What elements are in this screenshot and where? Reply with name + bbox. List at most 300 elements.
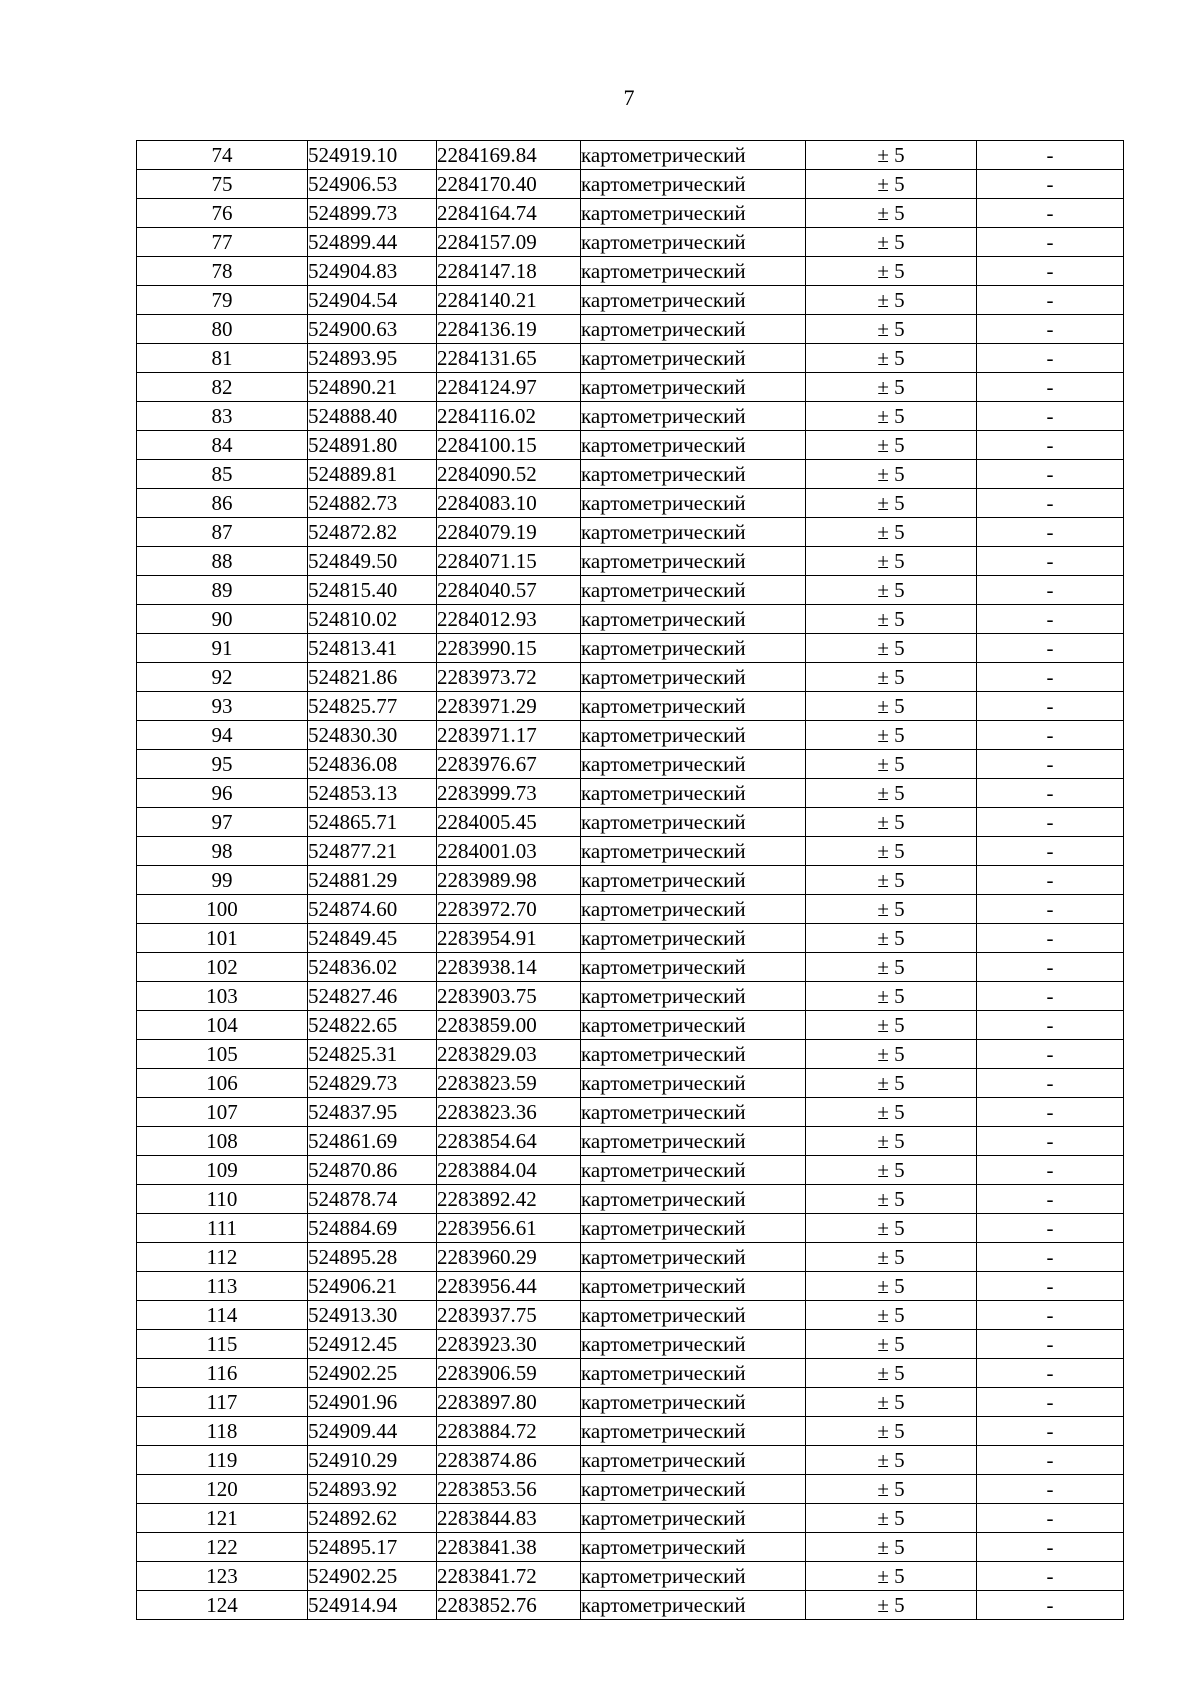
x-coordinate-cell: 524899.44 <box>308 228 437 257</box>
method-cell: картометрический <box>581 692 806 721</box>
y-coordinate-cell: 2283823.36 <box>437 1098 581 1127</box>
accuracy-cell: ± 5 <box>806 1301 977 1330</box>
table-row <box>137 170 1124 199</box>
table-row <box>137 663 1124 692</box>
table-row <box>137 1185 1124 1214</box>
y-coordinate-cell: 2283841.72 <box>437 1562 581 1591</box>
x-coordinate-cell: 524829.73 <box>308 1069 437 1098</box>
description-cell: - <box>977 489 1124 518</box>
y-coordinate-cell: 2283841.38 <box>437 1533 581 1562</box>
accuracy-cell: ± 5 <box>806 373 977 402</box>
point-number-cell: 99 <box>137 866 308 895</box>
accuracy-cell: ± 5 <box>806 1214 977 1243</box>
y-coordinate-cell: 2283960.29 <box>437 1243 581 1272</box>
point-number-cell: 79 <box>137 286 308 315</box>
table-row <box>137 1562 1124 1591</box>
table-row <box>137 895 1124 924</box>
point-number-cell: 122 <box>137 1533 308 1562</box>
y-coordinate-cell: 2284140.21 <box>437 286 581 315</box>
point-number-cell: 95 <box>137 750 308 779</box>
point-number-cell: 78 <box>137 257 308 286</box>
y-coordinate-cell: 2284012.93 <box>437 605 581 634</box>
method-cell: картометрический <box>581 286 806 315</box>
x-coordinate-cell: 524877.21 <box>308 837 437 866</box>
point-number-cell: 114 <box>137 1301 308 1330</box>
table-row <box>137 953 1124 982</box>
table-row <box>137 141 1124 170</box>
table-row <box>137 489 1124 518</box>
table-row <box>137 1127 1124 1156</box>
accuracy-cell: ± 5 <box>806 1011 977 1040</box>
description-cell: - <box>977 460 1124 489</box>
x-coordinate-cell: 524815.40 <box>308 576 437 605</box>
description-cell: - <box>977 924 1124 953</box>
method-cell: картометрический <box>581 866 806 895</box>
table-row <box>137 1272 1124 1301</box>
accuracy-cell: ± 5 <box>806 605 977 634</box>
point-number-cell: 106 <box>137 1069 308 1098</box>
point-number-cell: 77 <box>137 228 308 257</box>
y-coordinate-cell: 2284136.19 <box>437 315 581 344</box>
method-cell: картометрический <box>581 170 806 199</box>
method-cell: картометрический <box>581 605 806 634</box>
description-cell: - <box>977 895 1124 924</box>
x-coordinate-cell: 524882.73 <box>308 489 437 518</box>
method-cell: картометрический <box>581 489 806 518</box>
table-row <box>137 431 1124 460</box>
description-cell: - <box>977 1417 1124 1446</box>
description-cell: - <box>977 344 1124 373</box>
point-number-cell: 84 <box>137 431 308 460</box>
point-number-cell: 85 <box>137 460 308 489</box>
y-coordinate-cell: 2283829.03 <box>437 1040 581 1069</box>
method-cell: картометрический <box>581 663 806 692</box>
table-row <box>137 1417 1124 1446</box>
accuracy-cell: ± 5 <box>806 808 977 837</box>
table-row <box>137 228 1124 257</box>
method-cell: картометрический <box>581 1475 806 1504</box>
point-number-cell: 74 <box>137 141 308 170</box>
method-cell: картометрический <box>581 1417 806 1446</box>
method-cell: картометрический <box>581 808 806 837</box>
point-number-cell: 105 <box>137 1040 308 1069</box>
description-cell: - <box>977 721 1124 750</box>
x-coordinate-cell: 524892.62 <box>308 1504 437 1533</box>
table-row <box>137 1069 1124 1098</box>
y-coordinate-cell: 2283854.64 <box>437 1127 581 1156</box>
description-cell: - <box>977 286 1124 315</box>
y-coordinate-cell: 2284116.02 <box>437 402 581 431</box>
description-cell: - <box>977 228 1124 257</box>
table-row <box>137 634 1124 663</box>
x-coordinate-cell: 524837.95 <box>308 1098 437 1127</box>
y-coordinate-cell: 2284090.52 <box>437 460 581 489</box>
table-row <box>137 1301 1124 1330</box>
page-number: 7 <box>623 85 635 110</box>
y-coordinate-cell: 2283971.17 <box>437 721 581 750</box>
method-cell: картометрический <box>581 1156 806 1185</box>
y-coordinate-cell: 2283844.83 <box>437 1504 581 1533</box>
table-row <box>137 1504 1124 1533</box>
point-number-cell: 118 <box>137 1417 308 1446</box>
accuracy-cell: ± 5 <box>806 518 977 547</box>
table-row <box>137 1040 1124 1069</box>
accuracy-cell: ± 5 <box>806 1388 977 1417</box>
accuracy-cell: ± 5 <box>806 1243 977 1272</box>
table-row <box>137 605 1124 634</box>
method-cell: картометрический <box>581 1011 806 1040</box>
y-coordinate-cell: 2283884.72 <box>437 1417 581 1446</box>
accuracy-cell: ± 5 <box>806 141 977 170</box>
y-coordinate-cell: 2284040.57 <box>437 576 581 605</box>
x-coordinate-cell: 524893.95 <box>308 344 437 373</box>
method-cell: картометрический <box>581 460 806 489</box>
description-cell: - <box>977 866 1124 895</box>
table-row <box>137 721 1124 750</box>
description-cell: - <box>977 1591 1124 1620</box>
method-cell: картометрический <box>581 1533 806 1562</box>
accuracy-cell: ± 5 <box>806 489 977 518</box>
method-cell: картометрический <box>581 576 806 605</box>
accuracy-cell: ± 5 <box>806 286 977 315</box>
x-coordinate-cell: 524919.10 <box>308 141 437 170</box>
table-row <box>137 1475 1124 1504</box>
accuracy-cell: ± 5 <box>806 1359 977 1388</box>
table-row <box>137 982 1124 1011</box>
description-cell: - <box>977 837 1124 866</box>
x-coordinate-cell: 524849.45 <box>308 924 437 953</box>
description-cell: - <box>977 982 1124 1011</box>
accuracy-cell: ± 5 <box>806 1504 977 1533</box>
accuracy-cell: ± 5 <box>806 1475 977 1504</box>
y-coordinate-cell: 2283990.15 <box>437 634 581 663</box>
point-number-cell: 98 <box>137 837 308 866</box>
method-cell: картометрический <box>581 1243 806 1272</box>
method-cell: картометрический <box>581 431 806 460</box>
x-coordinate-cell: 524813.41 <box>308 634 437 663</box>
y-coordinate-cell: 2284100.15 <box>437 431 581 460</box>
y-coordinate-cell: 2284005.45 <box>437 808 581 837</box>
x-coordinate-cell: 524904.83 <box>308 257 437 286</box>
accuracy-cell: ± 5 <box>806 199 977 228</box>
x-coordinate-cell: 524906.21 <box>308 1272 437 1301</box>
x-coordinate-cell: 524910.29 <box>308 1446 437 1475</box>
y-coordinate-cell: 2283859.00 <box>437 1011 581 1040</box>
accuracy-cell: ± 5 <box>806 228 977 257</box>
table-row <box>137 1098 1124 1127</box>
method-cell: картометрический <box>581 634 806 663</box>
point-number-cell: 89 <box>137 576 308 605</box>
x-coordinate-cell: 524906.53 <box>308 170 437 199</box>
x-coordinate-cell: 524913.30 <box>308 1301 437 1330</box>
description-cell: - <box>977 779 1124 808</box>
point-number-cell: 111 <box>137 1214 308 1243</box>
method-cell: картометрический <box>581 1388 806 1417</box>
x-coordinate-cell: 524849.50 <box>308 547 437 576</box>
description-cell: - <box>977 808 1124 837</box>
description-cell: - <box>977 402 1124 431</box>
description-cell: - <box>977 750 1124 779</box>
method-cell: картометрический <box>581 141 806 170</box>
table-row <box>137 1243 1124 1272</box>
x-coordinate-cell: 524836.02 <box>308 953 437 982</box>
x-coordinate-cell: 524870.86 <box>308 1156 437 1185</box>
x-coordinate-cell: 524895.28 <box>308 1243 437 1272</box>
description-cell: - <box>977 1243 1124 1272</box>
x-coordinate-cell: 524827.46 <box>308 982 437 1011</box>
x-coordinate-cell: 524822.65 <box>308 1011 437 1040</box>
accuracy-cell: ± 5 <box>806 1127 977 1156</box>
y-coordinate-cell: 2283976.67 <box>437 750 581 779</box>
accuracy-cell: ± 5 <box>806 895 977 924</box>
method-cell: картометрический <box>581 373 806 402</box>
method-cell: картометрический <box>581 895 806 924</box>
method-cell: картометрический <box>581 721 806 750</box>
description-cell: - <box>977 1127 1124 1156</box>
y-coordinate-cell: 2284071.15 <box>437 547 581 576</box>
x-coordinate-cell: 524861.69 <box>308 1127 437 1156</box>
description-cell: - <box>977 1272 1124 1301</box>
point-number-cell: 113 <box>137 1272 308 1301</box>
accuracy-cell: ± 5 <box>806 1562 977 1591</box>
accuracy-cell: ± 5 <box>806 982 977 1011</box>
y-coordinate-cell: 2283906.59 <box>437 1359 581 1388</box>
x-coordinate-cell: 524914.94 <box>308 1591 437 1620</box>
y-coordinate-cell: 2283937.75 <box>437 1301 581 1330</box>
y-coordinate-cell: 2283999.73 <box>437 779 581 808</box>
accuracy-cell: ± 5 <box>806 1446 977 1475</box>
y-coordinate-cell: 2283971.29 <box>437 692 581 721</box>
point-number-cell: 116 <box>137 1359 308 1388</box>
method-cell: картометрический <box>581 1446 806 1475</box>
accuracy-cell: ± 5 <box>806 1185 977 1214</box>
accuracy-cell: ± 5 <box>806 779 977 808</box>
x-coordinate-cell: 524821.86 <box>308 663 437 692</box>
point-number-cell: 100 <box>137 895 308 924</box>
accuracy-cell: ± 5 <box>806 924 977 953</box>
table-row <box>137 1533 1124 1562</box>
point-number-cell: 103 <box>137 982 308 1011</box>
description-cell: - <box>977 518 1124 547</box>
y-coordinate-cell: 2283823.59 <box>437 1069 581 1098</box>
y-coordinate-cell: 2283852.76 <box>437 1591 581 1620</box>
table-row <box>137 692 1124 721</box>
description-cell: - <box>977 170 1124 199</box>
description-cell: - <box>977 547 1124 576</box>
y-coordinate-cell: 2283972.70 <box>437 895 581 924</box>
accuracy-cell: ± 5 <box>806 315 977 344</box>
y-coordinate-cell: 2284079.19 <box>437 518 581 547</box>
accuracy-cell: ± 5 <box>806 953 977 982</box>
accuracy-cell: ± 5 <box>806 663 977 692</box>
table-row <box>137 518 1124 547</box>
x-coordinate-cell: 524881.29 <box>308 866 437 895</box>
x-coordinate-cell: 524810.02 <box>308 605 437 634</box>
method-cell: картометрический <box>581 199 806 228</box>
accuracy-cell: ± 5 <box>806 402 977 431</box>
method-cell: картометрический <box>581 1098 806 1127</box>
point-number-cell: 80 <box>137 315 308 344</box>
method-cell: картометрический <box>581 1040 806 1069</box>
y-coordinate-cell: 2284157.09 <box>437 228 581 257</box>
point-number-cell: 88 <box>137 547 308 576</box>
description-cell: - <box>977 373 1124 402</box>
point-number-cell: 91 <box>137 634 308 663</box>
x-coordinate-cell: 524904.54 <box>308 286 437 315</box>
point-number-cell: 112 <box>137 1243 308 1272</box>
x-coordinate-cell: 524893.92 <box>308 1475 437 1504</box>
table-row <box>137 576 1124 605</box>
method-cell: картометрический <box>581 837 806 866</box>
point-number-cell: 96 <box>137 779 308 808</box>
table-row <box>137 1330 1124 1359</box>
table-row <box>137 1011 1124 1040</box>
method-cell: картометрический <box>581 1127 806 1156</box>
table-row <box>137 1214 1124 1243</box>
accuracy-cell: ± 5 <box>806 692 977 721</box>
x-coordinate-cell: 524865.71 <box>308 808 437 837</box>
point-number-cell: 86 <box>137 489 308 518</box>
description-cell: - <box>977 663 1124 692</box>
description-cell: - <box>977 1069 1124 1098</box>
description-cell: - <box>977 1475 1124 1504</box>
x-coordinate-cell: 524912.45 <box>308 1330 437 1359</box>
x-coordinate-cell: 524889.81 <box>308 460 437 489</box>
method-cell: картометрический <box>581 1562 806 1591</box>
method-cell: картометрический <box>581 315 806 344</box>
description-cell: - <box>977 1359 1124 1388</box>
description-cell: - <box>977 257 1124 286</box>
point-number-cell: 124 <box>137 1591 308 1620</box>
description-cell: - <box>977 315 1124 344</box>
point-number-cell: 109 <box>137 1156 308 1185</box>
accuracy-cell: ± 5 <box>806 1156 977 1185</box>
accuracy-cell: ± 5 <box>806 257 977 286</box>
method-cell: картометрический <box>581 924 806 953</box>
table-row <box>137 1359 1124 1388</box>
coordinates-table <box>136 140 1124 1620</box>
y-coordinate-cell: 2283884.04 <box>437 1156 581 1185</box>
accuracy-cell: ± 5 <box>806 866 977 895</box>
x-coordinate-cell: 524890.21 <box>308 373 437 402</box>
point-number-cell: 93 <box>137 692 308 721</box>
point-number-cell: 115 <box>137 1330 308 1359</box>
point-number-cell: 104 <box>137 1011 308 1040</box>
x-coordinate-cell: 524902.25 <box>308 1562 437 1591</box>
method-cell: картометрический <box>581 779 806 808</box>
accuracy-cell: ± 5 <box>806 170 977 199</box>
description-cell: - <box>977 1214 1124 1243</box>
description-cell: - <box>977 1504 1124 1533</box>
point-number-cell: 94 <box>137 721 308 750</box>
point-number-cell: 119 <box>137 1446 308 1475</box>
table-row <box>137 315 1124 344</box>
point-number-cell: 123 <box>137 1562 308 1591</box>
method-cell: картометрический <box>581 1330 806 1359</box>
accuracy-cell: ± 5 <box>806 1069 977 1098</box>
description-cell: - <box>977 1011 1124 1040</box>
accuracy-cell: ± 5 <box>806 460 977 489</box>
table-row <box>137 373 1124 402</box>
method-cell: картометрический <box>581 750 806 779</box>
x-coordinate-cell: 524909.44 <box>308 1417 437 1446</box>
method-cell: картометрический <box>581 1185 806 1214</box>
description-cell: - <box>977 1040 1124 1069</box>
table-row <box>137 837 1124 866</box>
accuracy-cell: ± 5 <box>806 576 977 605</box>
x-coordinate-cell: 524836.08 <box>308 750 437 779</box>
description-cell: - <box>977 605 1124 634</box>
y-coordinate-cell: 2284131.65 <box>437 344 581 373</box>
x-coordinate-cell: 524872.82 <box>308 518 437 547</box>
accuracy-cell: ± 5 <box>806 344 977 373</box>
x-coordinate-cell: 524902.25 <box>308 1359 437 1388</box>
accuracy-cell: ± 5 <box>806 1040 977 1069</box>
table-row <box>137 924 1124 953</box>
description-cell: - <box>977 576 1124 605</box>
y-coordinate-cell: 2284124.97 <box>437 373 581 402</box>
description-cell: - <box>977 1098 1124 1127</box>
y-coordinate-cell: 2283892.42 <box>437 1185 581 1214</box>
description-cell: - <box>977 1533 1124 1562</box>
method-cell: картометрический <box>581 1301 806 1330</box>
accuracy-cell: ± 5 <box>806 837 977 866</box>
description-cell: - <box>977 692 1124 721</box>
x-coordinate-cell: 524825.31 <box>308 1040 437 1069</box>
accuracy-cell: ± 5 <box>806 1533 977 1562</box>
y-coordinate-cell: 2284001.03 <box>437 837 581 866</box>
point-number-cell: 120 <box>137 1475 308 1504</box>
description-cell: - <box>977 1301 1124 1330</box>
table-row <box>137 779 1124 808</box>
point-number-cell: 82 <box>137 373 308 402</box>
y-coordinate-cell: 2283853.56 <box>437 1475 581 1504</box>
point-number-cell: 90 <box>137 605 308 634</box>
y-coordinate-cell: 2283956.44 <box>437 1272 581 1301</box>
x-coordinate-cell: 524830.30 <box>308 721 437 750</box>
x-coordinate-cell: 524899.73 <box>308 199 437 228</box>
method-cell: картометрический <box>581 228 806 257</box>
x-coordinate-cell: 524895.17 <box>308 1533 437 1562</box>
point-number-cell: 97 <box>137 808 308 837</box>
point-number-cell: 92 <box>137 663 308 692</box>
point-number-cell: 107 <box>137 1098 308 1127</box>
y-coordinate-cell: 2283973.72 <box>437 663 581 692</box>
x-coordinate-cell: 524853.13 <box>308 779 437 808</box>
table-row <box>137 547 1124 576</box>
description-cell: - <box>977 431 1124 460</box>
y-coordinate-cell: 2283874.86 <box>437 1446 581 1475</box>
description-cell: - <box>977 1446 1124 1475</box>
table-row <box>137 808 1124 837</box>
table-row <box>137 866 1124 895</box>
point-number-cell: 121 <box>137 1504 308 1533</box>
point-number-cell: 83 <box>137 402 308 431</box>
y-coordinate-cell: 2284164.74 <box>437 199 581 228</box>
description-cell: - <box>977 1156 1124 1185</box>
description-cell: - <box>977 1388 1124 1417</box>
y-coordinate-cell: 2284147.18 <box>437 257 581 286</box>
method-cell: картометрический <box>581 257 806 286</box>
description-cell: - <box>977 634 1124 663</box>
point-number-cell: 102 <box>137 953 308 982</box>
y-coordinate-cell: 2283954.91 <box>437 924 581 953</box>
accuracy-cell: ± 5 <box>806 1417 977 1446</box>
method-cell: картометрический <box>581 547 806 576</box>
y-coordinate-cell: 2283923.30 <box>437 1330 581 1359</box>
method-cell: картометрический <box>581 1272 806 1301</box>
description-cell: - <box>977 141 1124 170</box>
